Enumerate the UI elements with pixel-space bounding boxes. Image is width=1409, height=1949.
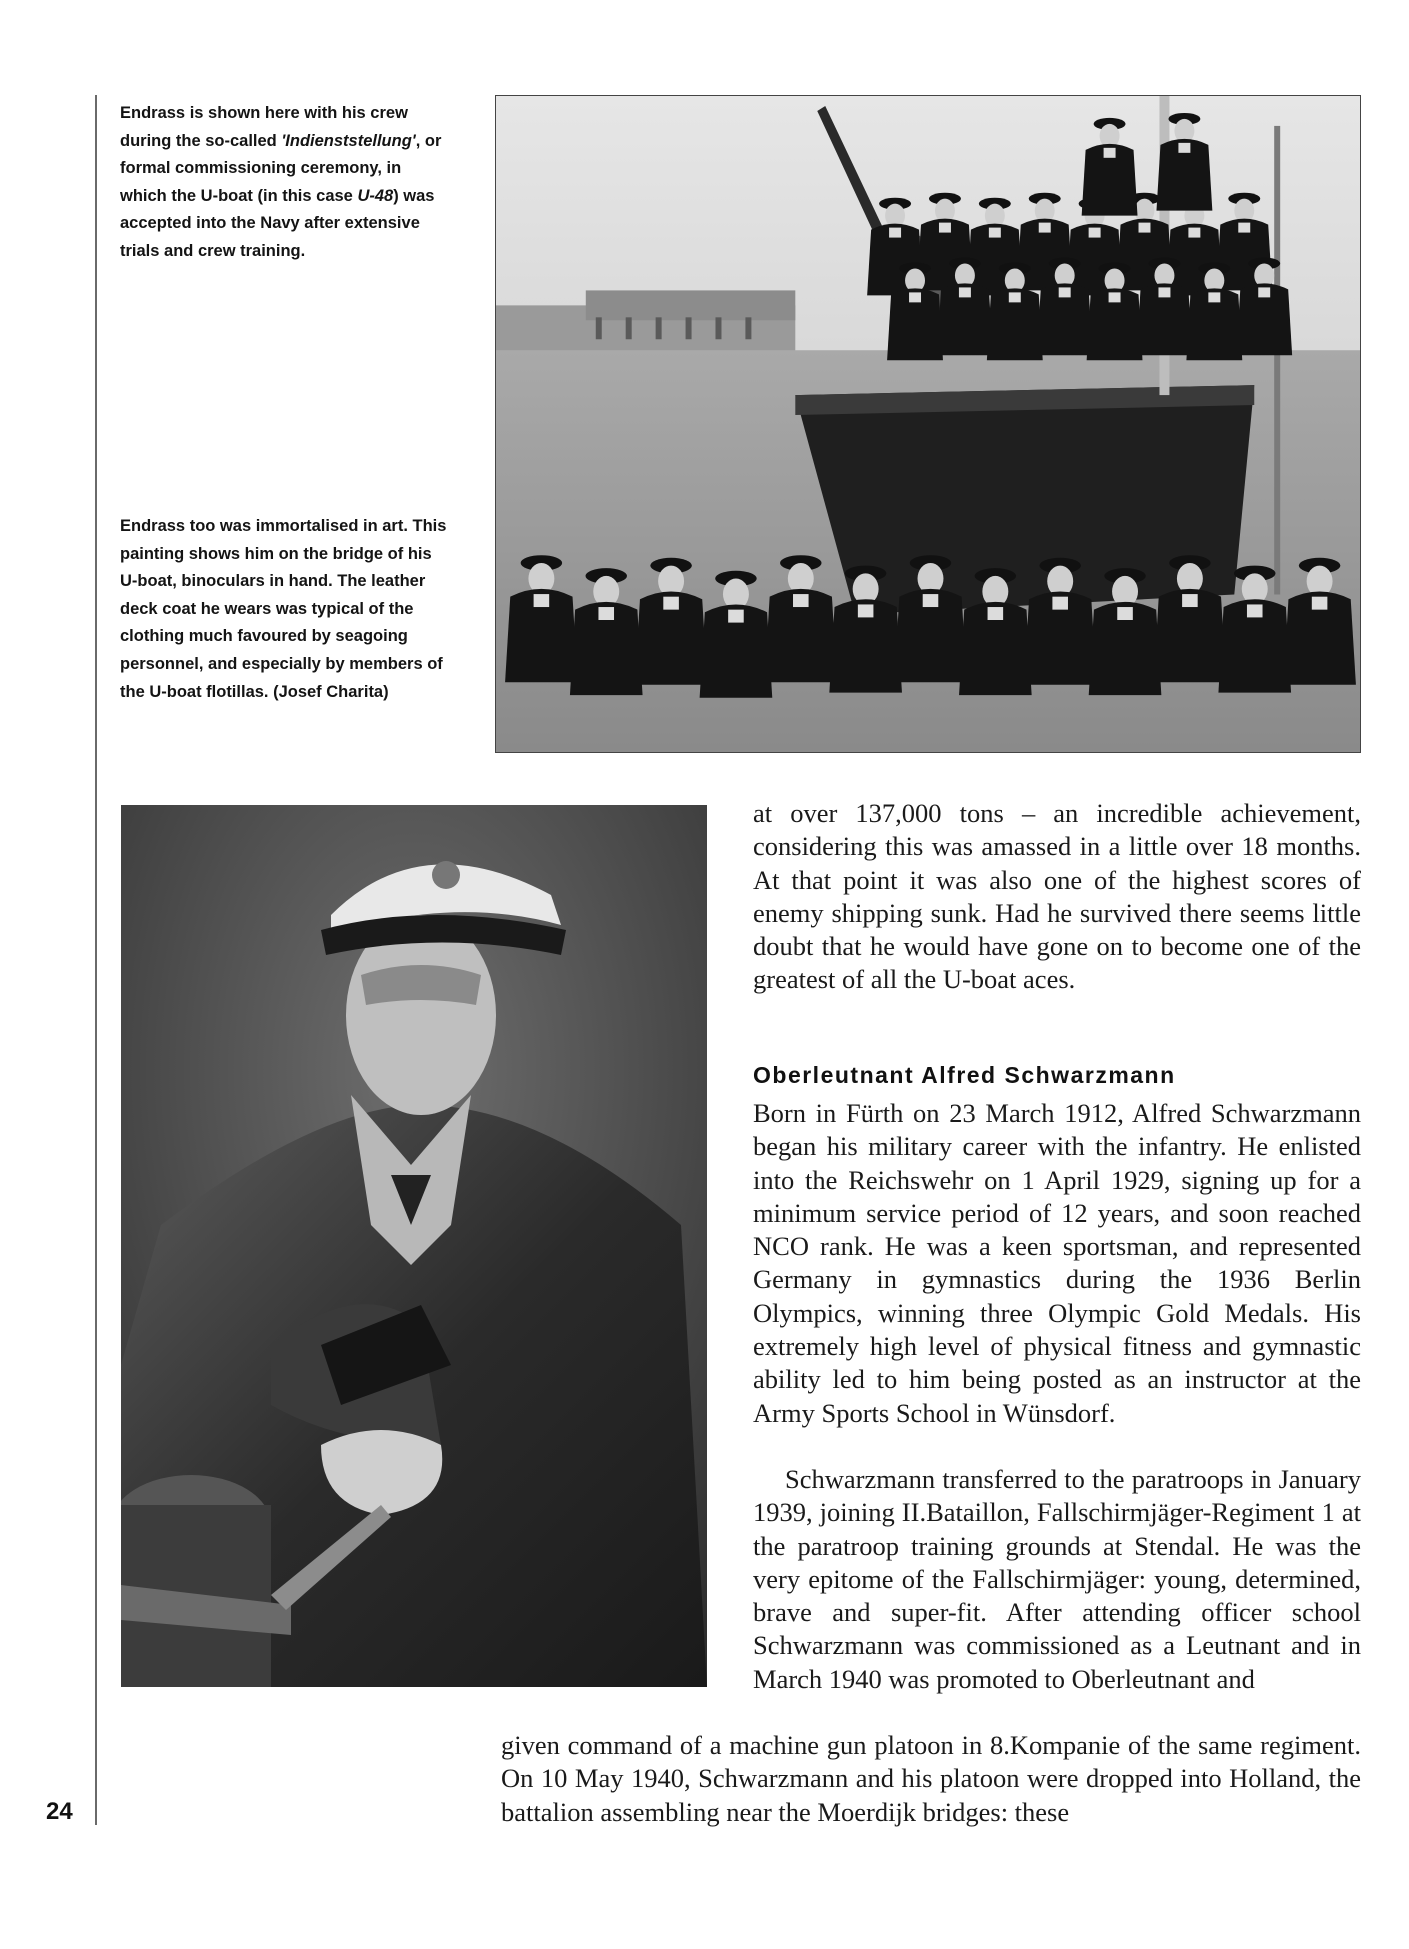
section-heading: Oberleutnant Alfred Schwarzmann xyxy=(753,1062,1176,1088)
crew-photo-caption: Endrass is shown here with his crew during the so-called 'Indienststellung', or formal commissioning ceremony, in which the U-boat (in this case U-48) was accepted into the Navy after extensive trials and crew training. xyxy=(120,104,442,260)
page-number: 24 xyxy=(46,1798,73,1825)
article-paragraph-continued: at over 137,000 tons – an incredible achievement, considering this was amassed in a little over 18 months. At that point it was also one of the highest scores of enemy shipping sunk. Had he survived there seems little doubt that he would have gone on to become one of the greatest of all the U-boat aces. xyxy=(753,798,1361,995)
article-paragraph-bio: Born in Fürth on 23 March 1912, Alfred Schwarzmann began his military career with the infantry. He enlisted into the Reichswehr on 1 April 1929, signing up for a minimum service period of 12 years, and soon reached NCO rank. He was a keen sportsman, and represented Germany in gymnastics during the 1936 Berlin Olympics, winning three Olympic Gold Medals. His extremely high level of physical fitness and gymnastic ability led to him being posted as an instructor at the Army Sports School in Wünsdorf. xyxy=(753,1098,1361,1428)
article-paragraph-paratroops-continued: given command of a machine gun platoon in 8.Kompanie of the same regiment. On 10 May 1940, Schwarzmann and his platoon were dropped into Holland, the battalion assembling near the Moerdijk bridges: these xyxy=(501,1730,1361,1827)
painting-caption: Endrass too was immortalised in art. This painting shows him on the bridge of his U-boat, binoculars in hand. The leather deck coat he wears was typical of the clothing much favoured by seagoing personnel, and especially by members of the U-boat flotillas. (Josef Charita) xyxy=(120,517,447,701)
article-paragraph-paratroops: Schwarzmann transferred to the paratroops in January 1939, joining II.Bataillon, Fallschirmjäger-Regiment 1 at the paratroop training grounds at Stendal. He was the very epitome of the Fallschirmjäger: young, determined, brave and super-fit. After attending officer school Schwarzmann was commissioned as a Leutnant and in March 1940 was promoted to Oberleutnant and xyxy=(753,1464,1361,1694)
margin-rule xyxy=(95,95,97,1825)
endrass-painting xyxy=(121,805,707,1687)
crew-photograph xyxy=(495,95,1361,753)
